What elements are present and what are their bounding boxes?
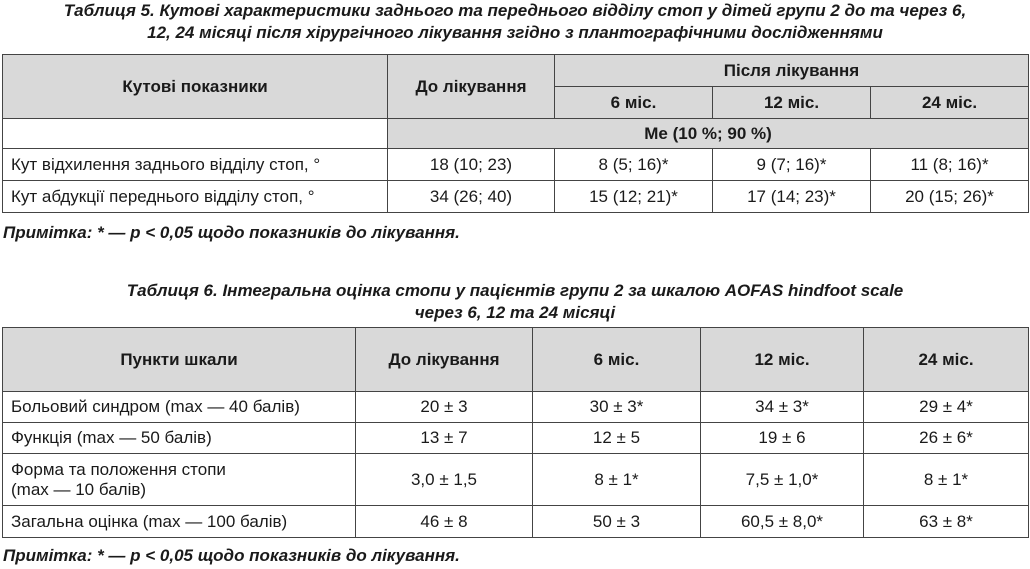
t6-row4-label: Загальна оцінка (max — 100 балів) [3,506,356,538]
t5-row2-24m: 20 (15; 26)* [871,181,1029,213]
t5-header-12m: 12 міс. [713,87,871,119]
t6-row3-12m: 7,5 ± 1,0* [701,454,864,506]
t5-row1-12m: 9 (7; 16)* [713,149,871,181]
t6-row3-label [3,454,356,506]
t6-row4-before: 46 ± 8 [356,506,533,538]
t5-header-6m: 6 міс. [555,87,713,119]
t6-row2-6m: 12 ± 5 [533,423,701,454]
table-row [3,149,1029,181]
table5-note: Примітка: * — р < 0,05 щодо показників до лікування. [3,223,460,242]
t6-row3-6m: 8 ± 1* [533,454,701,506]
table-row [3,181,1029,213]
t6-row4-24m: 63 ± 8* [864,506,1029,538]
t5-row2-6m: 15 (12; 21)* [555,181,713,213]
t6-header-24m: 24 міс. [864,328,1029,392]
t6-header-6m: 6 міс. [533,328,701,392]
table-row [3,454,1029,506]
t5-row1-24m: 11 (8; 16)* [871,149,1029,181]
t6-row3-label-line1: Форма та положення стопи [11,459,226,479]
t6-header-before: До лікування [356,328,533,392]
t6-row2-before: 13 ± 7 [356,423,533,454]
t5-header-after: Після лікування [555,55,1029,87]
t5-row2-before: 34 (26; 40) [388,181,555,213]
t5-row1-before: 18 (10; 23) [388,149,555,181]
t5-header-24m: 24 міс. [871,87,1029,119]
t6-row1-before: 20 ± 3 [356,392,533,423]
table-row [3,392,1029,423]
t6-row1-label: Больовий синдром (max — 40 балів) [3,392,356,423]
t6-row1-24m: 29 ± 4* [864,392,1029,423]
t6-header-items: Пункти шкали [3,328,356,392]
table-row [3,423,1029,454]
t6-row3-before: 3,0 ± 1,5 [356,454,533,506]
t6-row1-6m: 30 ± 3* [533,392,701,423]
table6-caption-line1: Таблиця 6. Інтегральна оцінка стопи у пацієнтів групи 2 за шкалою AOFAS hindfoot scale [126,281,904,300]
t5-header-indicators: Кутові показники [3,55,388,119]
table6-note: Примітка: * — р < 0,05 щодо показників до лікування. [3,546,460,565]
t6-row2-24m: 26 ± 6* [864,423,1029,454]
t5-row1-label: Кут відхилення заднього відділу стоп, ° [3,149,388,181]
t5-row2-12m: 17 (14; 23)* [713,181,871,213]
table5-caption-line2: 12, 24 місяці після хірургічного лікування згідно з плантографічними дослідженнями [147,23,883,42]
table-row [3,506,1029,538]
table6 [2,327,1029,538]
table5 [2,54,1029,213]
t5-header-before: До лікування [388,55,555,119]
t6-row2-12m: 19 ± 6 [701,423,864,454]
t6-row4-6m: 50 ± 3 [533,506,701,538]
t6-row1-12m: 34 ± 3* [701,392,864,423]
table6-caption [0,280,1030,324]
table5-caption-line1: Таблиця 5. Кутові характеристики заднього та переднього відділу стоп у дітей групи 2 до та через 6, [63,1,967,20]
table6-caption-line2: через 6, 12 та 24 місяці [414,303,616,322]
t5-header-stat: Ме (10 %; 90 %) [388,119,1029,149]
t6-row2-label: Функція (max — 50 балів) [3,423,356,454]
table5-caption [0,0,1030,44]
t5-row2-label: Кут абдукції переднього відділу стоп, ° [3,181,388,213]
t5-row1-6m: 8 (5; 16)* [555,149,713,181]
t6-row3-24m: 8 ± 1* [864,454,1029,506]
t6-row4-12m: 60,5 ± 8,0* [701,506,864,538]
t6-row3-label-line2: (max — 10 балів) [11,479,147,499]
t6-header-12m: 12 міс. [701,328,864,392]
